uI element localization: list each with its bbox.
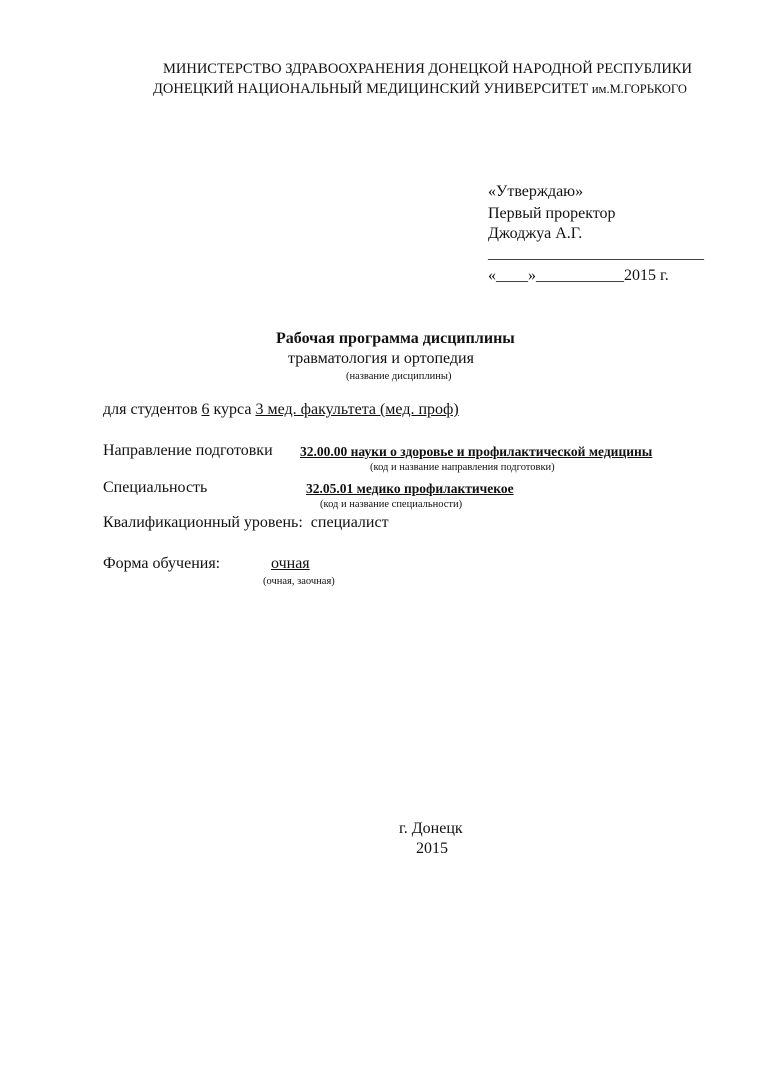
approval-name: Джоджуа А.Г. — [488, 225, 583, 242]
discipline-caption: (название дисциплины) — [346, 371, 452, 382]
discipline-name: травматология и ортопедия — [288, 350, 474, 367]
university-name: ДОНЕЦКИЙ НАЦИОНАЛЬНЫЙ МЕДИЦИНСКИЙ УНИВЕРСИТЕТ — [153, 81, 592, 97]
university-header — [153, 81, 687, 98]
students-line — [103, 401, 459, 419]
university-name-suffix: им.М.ГОРЬКОГО — [591, 82, 687, 96]
qualification-label: Квалификационный уровень: — [103, 514, 303, 531]
specialty-value: 32.05.01 медико профилактичекое — [306, 481, 514, 496]
direction-label: Направление подготовки — [103, 442, 273, 459]
specialty-caption: (код и название специальности) — [320, 499, 463, 510]
study-form-value: очная — [271, 555, 310, 572]
students-prefix: для студентов — [103, 401, 202, 418]
ministry-header: МИНИСТЕРСТВО ЗДРАВООХРАНЕНИЯ ДОНЕЦКОЙ НАРОДНОЙ РЕСПУБЛИКИ — [163, 61, 693, 77]
direction-value: 32.00.00 науки о здоровье и профилактической медицины — [300, 444, 653, 459]
specialty-label: Специальность — [103, 479, 208, 496]
year: 2015 — [416, 840, 448, 857]
qualification-value: специалист — [310, 514, 389, 531]
approval-date-line: «____»___________2015 г. — [488, 267, 669, 284]
city: г. Донецк — [399, 820, 463, 837]
program-title: Рабочая программа дисциплины — [276, 330, 515, 347]
study-form-label: Форма обучения: — [103, 555, 221, 572]
study-form-caption: (очная, заочная) — [263, 576, 335, 587]
qualification-line — [103, 514, 389, 532]
course-number: 6 — [201, 401, 210, 418]
course-word: курса — [209, 401, 256, 418]
signature-line: ___________________________ — [488, 245, 704, 262]
faculty-name: 3 мед. факультета (мед. проф) — [255, 401, 459, 418]
approval-heading: «Утверждаю» — [488, 183, 584, 200]
approval-position: Первый проректор — [488, 205, 616, 222]
direction-caption: (код и название направления подготовки) — [370, 462, 555, 473]
